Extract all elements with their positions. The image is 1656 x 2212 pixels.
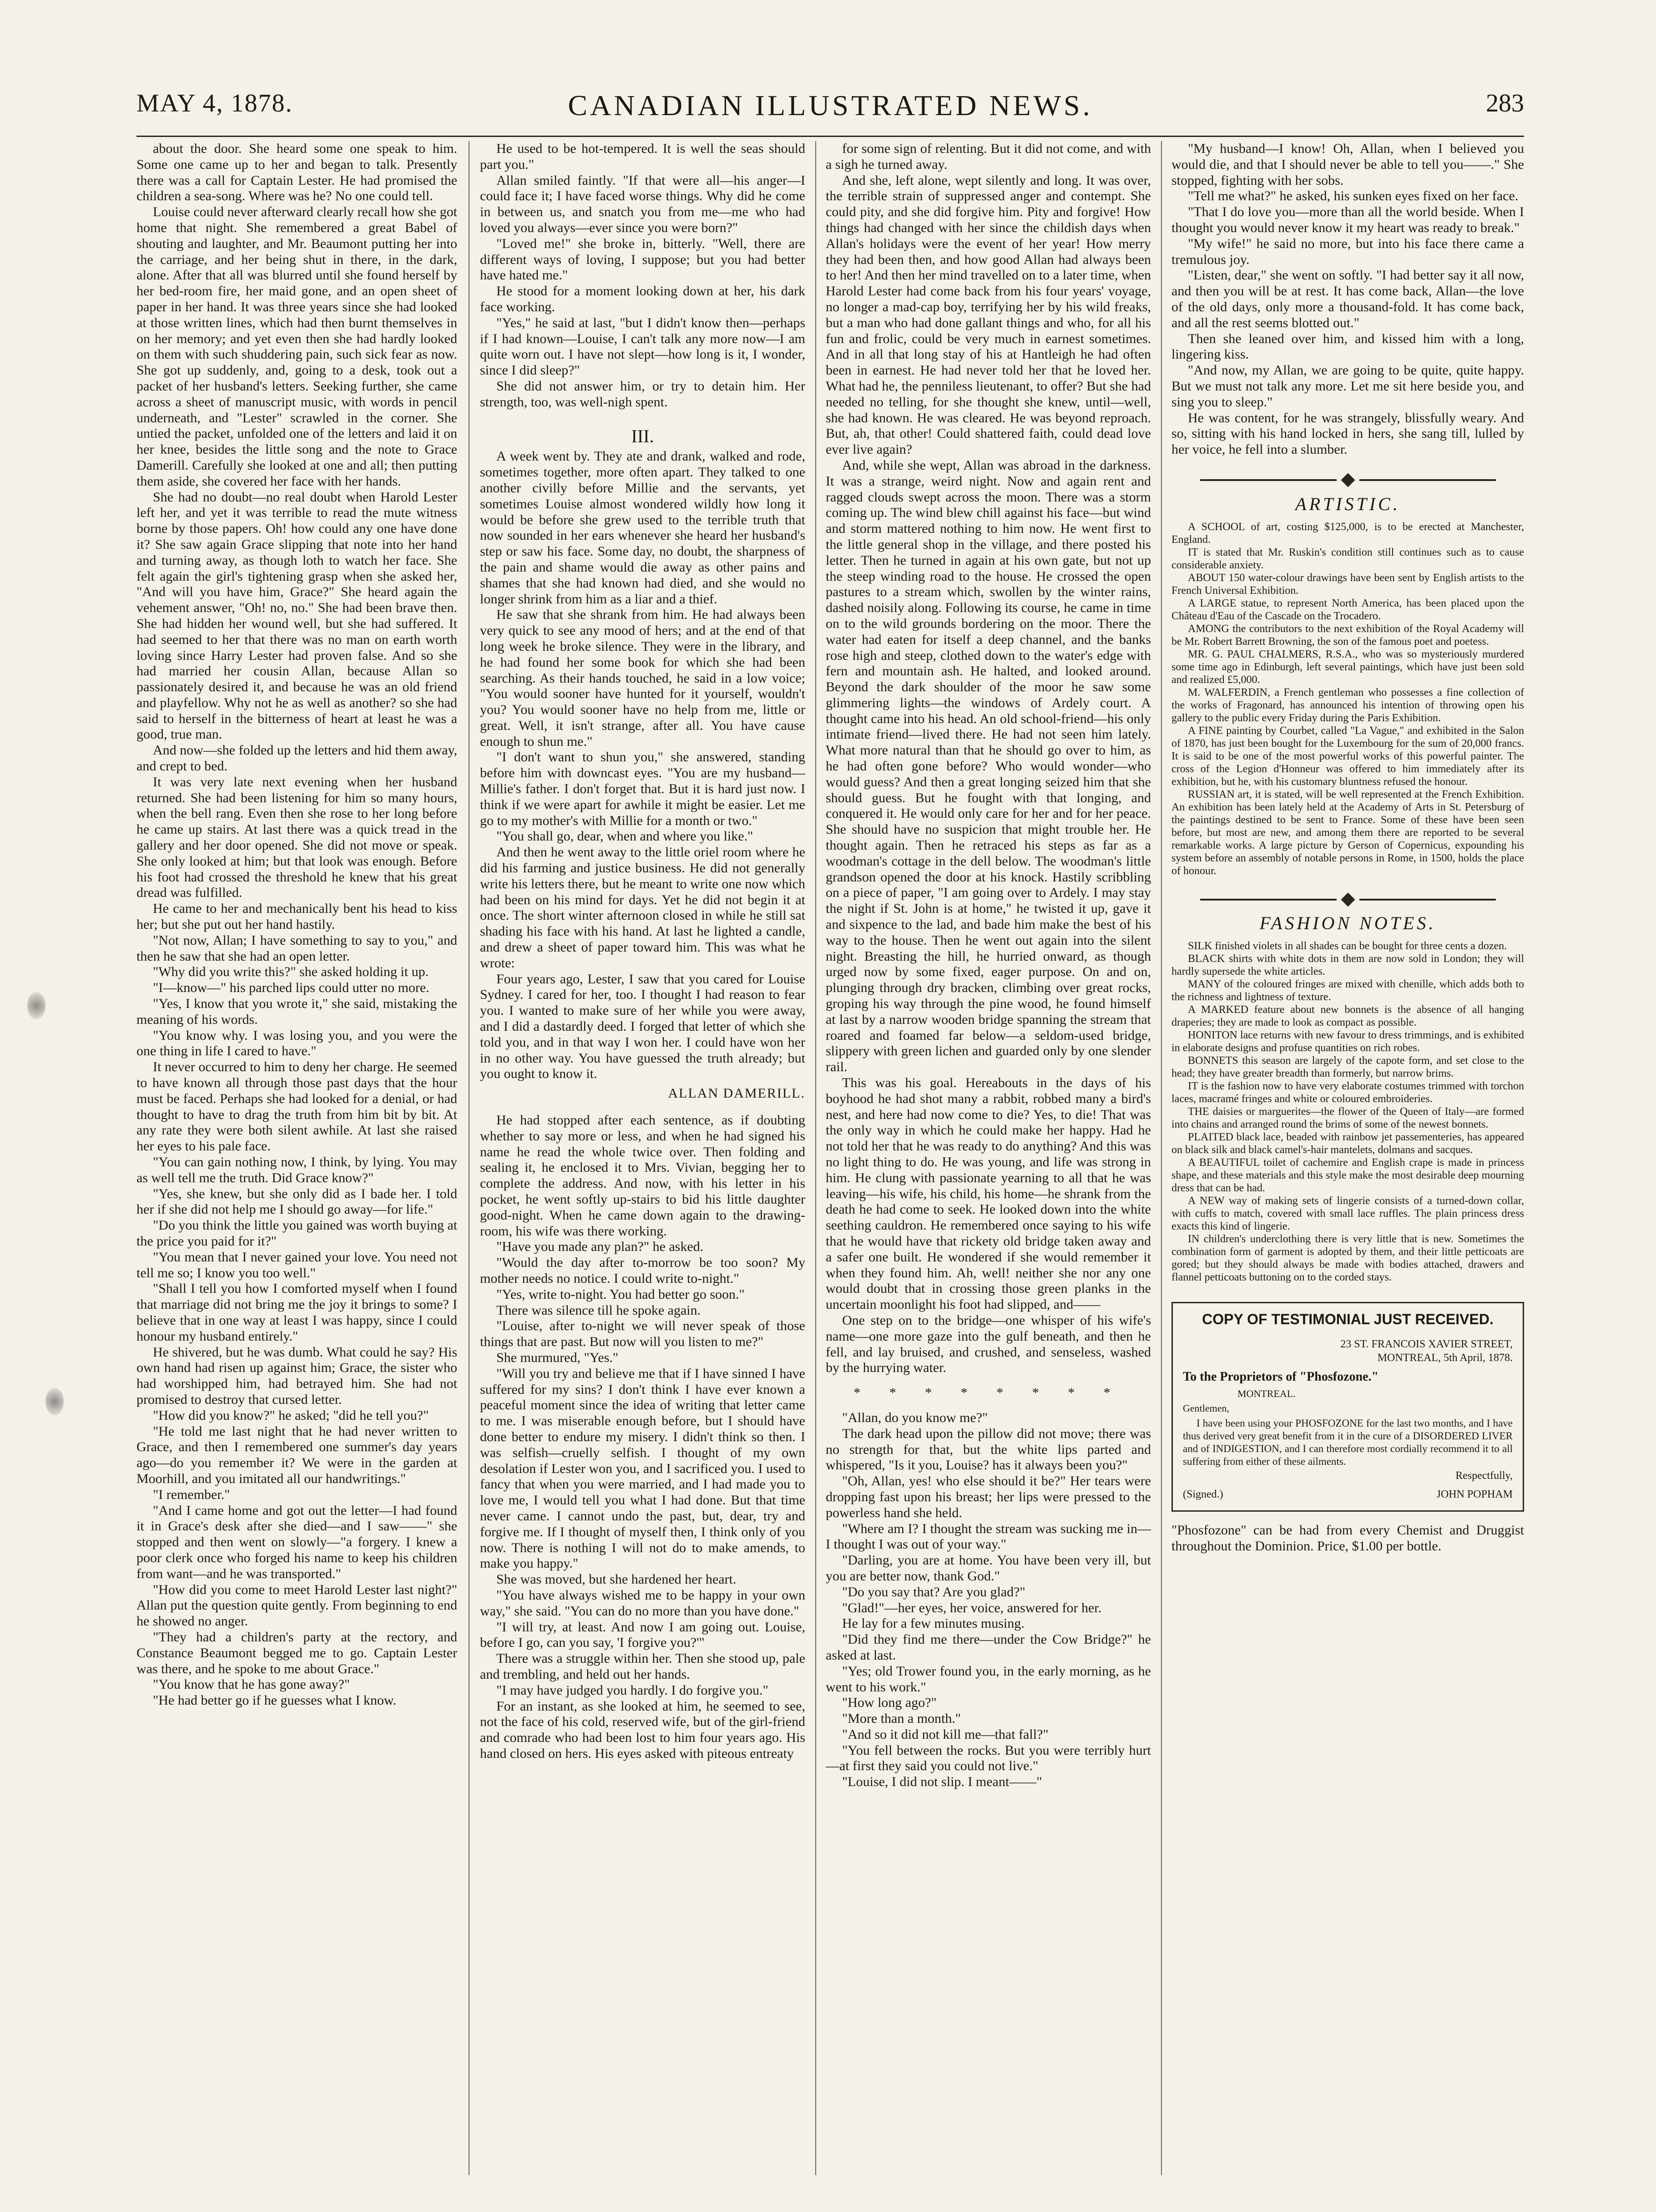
advert-recipient: To the Proprietors of "Phosfozone." bbox=[1183, 1369, 1379, 1384]
paragraph: "I may have judged you hardly. I do forgive you." bbox=[496, 1682, 768, 1698]
paragraph: ALLAN DAMERILL. bbox=[668, 1086, 805, 1101]
paragraph: "He had better go if he guesses what I know. bbox=[153, 1693, 397, 1708]
masthead bbox=[136, 80, 1524, 134]
columns-area bbox=[136, 141, 1524, 2175]
paragraph: She murmured, "Yes." bbox=[496, 1350, 619, 1365]
artistic-note: M. WALFERDIN, a French gentleman who possesses a fine collection of the works of Fragonard, has announced his intention of throwing open his gallery to the public every Friday during the Paris Exhibition. bbox=[1171, 686, 1524, 724]
paragraph: "Oh, Allan, yes! who else should it be?" Her tears were dropping fast upon his breast; her lips were pressed to the powerless hand she held. bbox=[826, 1473, 1151, 1520]
paragraph: "That I do love you—more than all the world beside. When I thought you would never know it my heart was ready to break." bbox=[1171, 204, 1524, 235]
paragraph: about the door. She heard some one speak to him. Some one came up to her and began to talk. Presently there was a call for Captain Lester. He had promised the children a sea-song. Where was he? No one could tell. bbox=[136, 141, 457, 204]
paragraph: for some sign of relenting. But it did not come, and with a sigh he turned away. bbox=[826, 141, 1151, 172]
paragraph: He had stopped after each sentence, as if doubting whether to say more or less, and when he had signed his name he read the whole twice over. Then folding and sealing it, he enclosed it to Mrs. Vivian, begging her to complete the address. And now, with his letter in his pocket, he went softly up-stairs to bid his little daughter good-night. When he came down again to the drawing-room, his wife was there working. bbox=[480, 1113, 805, 1239]
artistic-notes bbox=[1171, 521, 1524, 877]
artistic-note: RUSSIAN art, it is stated, will be well represented at the French Exhibition. An exhibition has been lately held at the Academy of Arts in St. Petersburg of the paintings destined to be sent to France. Some of these have been seen before, but most are new, and among them there are reported to be several remarkable works. A large picture by Gerson of Copernicus, expounding his system before an assembly of notable persons in Rome, in 1500, holds the place of honour. bbox=[1171, 788, 1524, 877]
advert-closing: Respectfully, bbox=[1455, 1469, 1513, 1482]
paragraph: "Darling, you are at home. You have been very ill, but you are better now, thank God." bbox=[826, 1553, 1151, 1584]
paragraph: Allan smiled faintly. "If that were all—his anger—I could face it; I have faced worse things. Why did he come in between us, and snatch you from me—me who had loved you always—ever since you were born?" bbox=[480, 172, 805, 235]
column-divider bbox=[815, 141, 816, 2175]
paragraph: "Yes, I know that you wrote it," she said, mistaking the meaning of his words. bbox=[136, 996, 457, 1027]
paragraph: "You know why. I was losing you, and you were the one thing in life I cared to have." bbox=[136, 1028, 457, 1059]
paragraph: There was silence till he spoke again. bbox=[496, 1302, 701, 1318]
artistic-note: ABOUT 150 water-colour drawings have been sent by English artists to the French Universal Exhibition. bbox=[1171, 572, 1524, 597]
paragraph: "Would the day after to-morrow be too soon? My mother needs no notice. I could write to-night." bbox=[480, 1255, 805, 1286]
advert-signature: JOHN POPHAM bbox=[1436, 1488, 1513, 1500]
newspaper-title: CANADIAN ILLUSTRATED NEWS. bbox=[568, 89, 1093, 121]
fashion-note: SILK finished violets in all shades can be bought for three cents a dozen. bbox=[1188, 940, 1507, 952]
artistic-note: A FINE painting by Courbet, called "La Vague," and exhibited in the Salon of 1870, has just been bought for the Luxembourg for the sum of 20,000 francs. It is said to be one of the most powerful works of this powerful painter. The cross of the Legion d'Honneur was offered to him immediately after its exhibition, but he, with his customary bluntness refused the honour. bbox=[1171, 724, 1524, 788]
artistic-note: A LARGE statue, to represent North America, has been placed upon the Château d'Eau of the Cascade on the Trocadero. bbox=[1171, 597, 1524, 622]
ornamental-rule bbox=[1171, 471, 1524, 487]
paragraph: "Loved me!" she broke in, bitterly. "Well, there are different ways of loving, I suppose; but you had better have hated me." bbox=[480, 236, 805, 283]
paragraph: "Louise, after to-night we will never speak of those things that are past. But now will you listen to me?" bbox=[480, 1318, 805, 1350]
page-number: 283 bbox=[1486, 89, 1524, 117]
advert-address: 23 ST. FRANCOIS XAVIER STREET, bbox=[1340, 1338, 1513, 1350]
artistic-heading: ARTISTIC. bbox=[1295, 493, 1400, 514]
fashion-note: PLAITED black lace, beaded with rainbow jet passementeries, has appeared on black silk and black camel's-hair mantelets, dolmans and sacques. bbox=[1171, 1131, 1524, 1156]
column-2 bbox=[480, 141, 805, 2175]
paragraph: It never occurred to him to deny her charge. He seemed to have known all through those past days that the hour must be faced. Perhaps she had looked for a denial, or had thought to have to drag the truth from him bit by bit. At any rate they were both silent awhile. At last she raised her eyes to his pale face. bbox=[136, 1059, 457, 1154]
ink-smudge bbox=[45, 1388, 64, 1415]
paragraph: And she, left alone, wept silently and long. It was over, the terrible strain of suppressed anger and contempt. She could pity, and she did forgive him. Pity and forgive! How things had changed with her since the childish days when Allan's holidays were the event of her year! How merry they had been then, and how good Allan had always been to her! And then her mind travelled on to a later time, when Harold Lester had come back from his four years' voyage, no longer a mad-cap boy, terrifying her by his wild freaks, but a man who had done gallant things and who, for all his fun and frolic, could be very much in earnest sometimes. And in all that long stay of his at Hantleigh he had often been in earnest. He had never told her that he loved her. What had he, the penniless lieutenant, to offer? But she had needed no telling, for she thought she knew, until—well, she had known. He was cleared. He was beyond reproach. But, ah, that other! Could shattered faith, could dead love ever live again? bbox=[826, 172, 1151, 457]
paragraph: He saw that she shrank from him. He had always been very quick to see any mood of hers; and at the end of that long week he broke silence. They were in the library, and he had found her some book for which she had been searching. As their hands touched, he said in a low voice; "You would sooner have hunted for it yourself, wouldn't you? You would sooner have no help from me, little or great. Well, it isn't strange, after all. You have cause enough to shun me." bbox=[480, 607, 805, 749]
fashion-note: IN children's underclothing there is very little that is new. Sometimes the combination form of garment is adopted by them, and their little petticoats are gored; but they should always be made with bodies attached, drawers and flannel petticoats buttoning on to the corded stays. bbox=[1171, 1233, 1524, 1284]
paragraph: "You mean that I never gained your love. You need not tell me so; I know you too well." bbox=[136, 1249, 457, 1281]
paragraph: "You can gain nothing now, I think, by lying. You may as well tell me the truth. Did Grace know?" bbox=[136, 1154, 457, 1185]
paragraph: There was a struggle within her. Then she stood up, pale and trembling, and held out her hands. bbox=[480, 1651, 805, 1682]
paragraph: "How did you come to meet Harold Lester last night?" Allan put the question quite gently. From beginning to end he showed no anger. bbox=[136, 1582, 457, 1629]
paragraph: "Have you made any plan?" he asked. bbox=[496, 1239, 704, 1255]
paragraph: Louise could never afterward clearly recall how she got home that night. She remembered a great Babel of shouting and laughter, and Mr. Beaumont putting her into the carriage, and her being shut in there, in the dark, alone. After that all was blurred until she found herself by her bed-room fire, her maid gone, and an open sheet of paper in her hand. It was three years since she had looked at those written lines, which had then burnt themselves in on her memory; and yet even then she had hardly looked on them with such shuddering pain, such sick fear as now. She got up suddenly, and, going to a desk, took out a packet of her husband's letters. Seeking further, she came across a sheet of manuscript music, with words in pencil underneath, and "Lester" scrawled in the corner. She untied the packet, unfolded one of the letters and laid it on her knee, besides the little song and the note to Grace Damerill. Carefully she looked at one and all; then putting them aside, she covered her face with her hands. bbox=[136, 204, 457, 489]
paragraph: "He told me last night that he had never written to Grace, and then I remembered one summer's day years ago—do you remember it? We were in the garden at Moorhill, and you imitated all our handwritings." bbox=[136, 1423, 457, 1486]
paragraph: It was very late next evening when her husband returned. She had been listening for him so many hours, when the bell rang. Even then she rose to her long before he came up stairs. At last there was a quick tread in the gallery and her door opened. She did not move or speak. She only looked at him; but that look was enough. Before his foot had crossed the threshold he knew that his great dread was fulfilled. bbox=[136, 774, 457, 901]
paragraph: "You know that he has gone away?" bbox=[153, 1677, 350, 1692]
paragraph: * * * * * * * * bbox=[853, 1385, 1123, 1401]
column-divider bbox=[1161, 141, 1162, 2175]
fashion-note: IT is the fashion now to have very elaborate costumes trimmed with torchon laces, macramé fringes and white or coloured embroideries. bbox=[1171, 1080, 1524, 1105]
paragraph: "Allan, do you know me?" bbox=[842, 1410, 988, 1425]
paragraph: She was moved, but she hardened her heart. bbox=[496, 1572, 737, 1587]
paragraph: "My husband—I know! Oh, Allan, when I believed you would die, and that I should never be able to tell you——." She stopped, fighting with her sobs. bbox=[1171, 141, 1524, 188]
paragraph: He shivered, but he was dumb. What could he say? His own hand had risen up against him; Grace, the sister who had worshipped him, had betrayed him. She had not promised to destroy that cursed letter. bbox=[136, 1344, 457, 1407]
paragraph: He came to her and mechanically bent his head to kiss her; but she put out her hand hastily. bbox=[136, 901, 457, 932]
paragraph: For an instant, as she looked at him, he seemed to see, not the face of his cold, reserved wife, but of the girl-friend and comrade who had been lost to him four years ago. His hand closed on hers. His eyes asked with piteous entreaty bbox=[480, 1698, 805, 1761]
ornamental-rule bbox=[1171, 891, 1524, 907]
advert-dateline: MONTREAL, 5th April, 1878. bbox=[1377, 1351, 1513, 1364]
fashion-heading: FASHION NOTES. bbox=[1259, 913, 1436, 934]
fashion-note: A NEW way of making sets of lingerie consists of a turned-down collar, with cuffs to match, covered with small lace ruffles. The plain princess dress exacts this kind of lingerie. bbox=[1171, 1195, 1524, 1233]
paragraph: A week went by. They ate and drank, walked and rode, sometimes together, more often apart. They talked to one another civilly before Millie and the servants, yet sometimes Louise almost wondered wildly how long it would be before she grew used to the terrible truth that now sounded in her ears whenever she heard her husband's step or saw his face. Some day, no doubt, the sharpness of the pain and shame would die away as other pains and shames that she had known had died, and she would no longer shrink from him as a liar and a thief. bbox=[480, 449, 805, 607]
phosfozone-advertisement bbox=[1171, 1302, 1524, 1512]
paragraph: "Did they find me there—under the Cow Bridge?" he asked at last. bbox=[826, 1632, 1151, 1663]
paragraph: "I will try, at least. And now I am going out. Louise, before I go, can you say, 'I forgive you?'" bbox=[480, 1619, 805, 1650]
paragraph: "My wife!" he said no more, but into his face there came a tremulous joy. bbox=[1171, 236, 1524, 267]
paragraph: "Yes, write to-night. You had better go soon." bbox=[496, 1286, 745, 1302]
paragraph: "You shall go, dear, when and where you like." bbox=[496, 829, 753, 844]
paragraph: He used to be hot-tempered. It is well the seas should part you." bbox=[480, 141, 805, 172]
masthead-rule bbox=[136, 136, 1524, 137]
paragraph: "You fell between the rocks. But you were terribly hurt—at first they said you could not live." bbox=[826, 1742, 1151, 1774]
paragraph: "And I came home and got out the letter—I had found it in Grace's desk after she died—and I saw——" she stopped and then went on slowly—"a forgery. I knew a poor clerk once who forged his name to keep his children from want—and he was transported." bbox=[136, 1503, 457, 1581]
paragraph: He lay for a few minutes musing. bbox=[842, 1616, 1025, 1631]
paragraph: "I don't want to shun you," she answered, standing before him with downcast eyes. "You are my husband—Millie's father. I don't forget that. But it is hard just now. I think if we were apart for awhile it might be easier. Let me go to my mother's with Millie for a month or two." bbox=[480, 749, 805, 828]
paragraph: "How long ago?" bbox=[842, 1695, 937, 1711]
issue-date: MAY 4, 1878. bbox=[136, 89, 293, 117]
paragraph: "Do you say that? Are you glad?" bbox=[842, 1584, 1025, 1600]
paragraph: "And now, my Allan, we are going to be quite, quite happy. But we must not talk any more. Let me sit here beside you, and sing you to sleep." bbox=[1171, 363, 1524, 410]
paragraph: One step on to the bridge—one whisper of his wife's name—one more gaze into the gulf beneath, and then he fell, and lay bruised, and crushed, and senseless, washed by the hurrying water. bbox=[826, 1312, 1151, 1376]
paragraph: She had no doubt—no real doubt when Harold Lester left her, and yet it was terrible to read the mute witness borne by those papers. Oh! how could any one have done it? She saw again Grace slipping that note into her hand and turning away, as though loth to watch her face. She felt again the girl's tightening grasp when she asked her, "And will you have him, Grace?" She heard again the vehement answer, "Oh! no, no." She had been brave then. She had hidden her wound well, but she had suffered. It had seemed to her that there was no man on earth worth loving since Harry Lester had proven false. And so she had married her cousin Allan, because Allan so passionately desired it, and because he was an old friend and playfellow. Why not he as well as another? so she had said to herself in the bitterness of heart at least he was a good, true man. bbox=[136, 489, 457, 742]
advert-city: MONTREAL. bbox=[1237, 1387, 1296, 1399]
paragraph: "Yes, she knew, but she only did as I bade her. I told her if she did not help me I should go away—for life." bbox=[136, 1186, 457, 1217]
artistic-note: A SCHOOL of art, costing $125,000, is to be erected at Manchester, England. bbox=[1171, 521, 1524, 546]
paragraph: "Yes; old Trower found you, in the early morning, as he went to his work." bbox=[826, 1663, 1151, 1695]
paragraph: The dark head upon the pillow did not move; there was no strength for that, but the white lips parted and whispered, "Is it you, Louise? has it always been you?" bbox=[826, 1426, 1151, 1473]
story-conclusion bbox=[1171, 141, 1524, 458]
paragraph: III. bbox=[631, 425, 654, 446]
paragraph: This was his goal. Hereabouts in the days of his boyhood he had shot many a rabbit, robbed many a bird's nest, and here had now come to die? Yes, to die! That was the only way in which he could make her happy. Had he not told her that he was ready to do anything? And this was no light thing to do. He was young, and life was strong in him. He clung with passionate yearning to all that he was leaving—his wife, his child, his home—he shrank from the death he had come to seek. He looked down into the white seething cauldron. He remembered once saying to his wife that he would have that rickety old bridge taken away and a safer one built. He wondered if she would remember it when they found him. Ah, well! neither she nor any one would doubt that in crossing those green planks in the uncertain moonlight his foot had slipped, and—— bbox=[826, 1075, 1151, 1312]
paragraph: She did not answer him, or try to detain him. Her strength, too, was well-nigh spent. bbox=[480, 378, 805, 410]
advert-signed: (Signed.) bbox=[1183, 1488, 1223, 1500]
paragraph: "How did you know?" he asked; "did he tell you?" bbox=[153, 1407, 429, 1423]
fashion-note: HONITON lace returns with new favour to dress trimmings, and is exhibited in elaborate designs and profuse quantities on rich robes. bbox=[1171, 1029, 1524, 1054]
column-4 bbox=[1171, 141, 1524, 2175]
paragraph: He stood for a moment looking down at her, his dark face working. bbox=[480, 283, 805, 314]
paragraph: "Louise, I did not slip. I meant——" bbox=[842, 1774, 1042, 1790]
paragraph: Four years ago, Lester, I saw that you cared for Louise Sydney. I cared for her, too. I thought I had reason to fear you. I wanted to make sure of her while you were away, and I did a dastardly deed. I forged that letter of which she told you, and in that way I won her. I could have won her in no other way. You have guessed the truth already; but you ought to know it. bbox=[480, 971, 805, 1082]
paragraph: And, while she wept, Allan was abroad in the darkness. It was a strange, weird night. Now and again rent and ragged clouds swept across the moon. There was a storm coming up. The wind blew chill against his face—but wind and storm mattered nothing to him now. He went first to the little general shop in the village, and there posted his letter. Then he turned in again at his own gate, but not up the steep winding road to the house. He crossed the open pastures to a stream which, swollen by the winter rains, dashed noisily along. Following its course, he came in time on to the wild grounds bordering on the moor. There the water had eaten for itself a deep channel, and the banks rose high and steep, clothed down to the water's edge with fern and mountain ash. He halted, and looked around. Beyond the dark shoulder of the moor he saw some glimmering lights—the windows of Ardely court. A thought came into his head. An old school-friend—his only intimate friend—lived there. He had not seen him lately. What more natural than that he should go over to him, as he had often gone before? Who would wonder—who would guess? And then a great longing seized him that she should guess. But he fought with that longing, and conquered it. He would only care for her and for her peace. She should have no suspicion that might trouble her. He thought again. Then he retraced his steps as far as a woodman's cottage in the dell below. The woodman's little grandson opened the door at his knock. Hastily scribbling on a piece of paper, "I am going over to Ardely. I may stay the night if St. John is at home," he twisted it up, gave it and sixpence to the lad, and bade him make the best of his way to the house. Then he went out again into the silent night. Breasting the hill, he hurried onward, as though urged now by some fixed, eager purpose. On and on, plunging through dry bracken, climbing over great rocks, groping his way through the pine wood, he found himself at last by a narrow wooden bridge spanning the stream that roared and foamed far below—a seldom-used bridge, slippery with green lichen and guarded only by one slender rail. bbox=[826, 457, 1151, 1075]
paragraph: "And so it did not kill me—that fall?" bbox=[842, 1726, 1049, 1742]
paragraph: "Shall I tell you how I comforted myself when I found that marriage did not bring me the joy it brings to some? I believe that in one way at least I was happy, since I could honour my husband entirely." bbox=[136, 1281, 457, 1344]
fashion-note: MANY of the coloured fringes are mixed with chenille, which adds both to the richness and lightness of texture. bbox=[1171, 978, 1524, 1003]
paragraph: And then he went away to the little oriel room where he did his farming and justice business. He did not generally write his letters there, but he meant to write one now which had been on his mind for days. Yet he did not begin it at once. The short winter afternoon closed in while he still sat shading his face with his hand. At last he lighted a candle, and drew a sheet of paper toward him. This was what he wrote: bbox=[480, 845, 805, 971]
paragraph: "Listen, dear," she went on softly. "I had better say it all now, and then you will be at rest. It has come back, Allan—the love of the old days, only more a thousand-fold. It has come back, and all the rest seems blotted out." bbox=[1171, 268, 1524, 330]
paragraph: "Not now, Allan; I have something to say to you," and then he saw that she had an open letter. bbox=[136, 932, 457, 964]
paragraph: "Yes," he said at last, "but I didn't know then—perhaps if I had known—Louise, I can't talk any more now—I am quite worn out. I have not slept—how long is it, I wonder, since I did sleep?" bbox=[480, 315, 805, 378]
advert-heading: COPY OF TESTIMONIAL JUST RECEIVED. bbox=[1202, 1311, 1494, 1328]
column-divider bbox=[469, 141, 470, 2175]
fashion-notes bbox=[1171, 940, 1524, 1284]
paragraph: "Where am I? I thought the stream was sucking me in—I thought I was out of your way." bbox=[826, 1521, 1151, 1552]
fashion-note: BLACK shirts with white dots in them are now sold in London; they will hardly supersede the white articles. bbox=[1171, 953, 1524, 978]
paragraph: "They had a children's party at the rectory, and Constance Beaumont begged me to go. Captain Lester was there, and he spoke to me about Grace." bbox=[136, 1629, 457, 1676]
paragraph: He was content, for he was strangely, blissfully weary. And so, sitting with his hand locked in hers, she sang till, lulled by her voice, he fell into a slumber. bbox=[1171, 410, 1524, 457]
paragraph: "Do you think the little you gained was worth buying at the price you paid for it?" bbox=[136, 1218, 457, 1249]
paragraph: "I remember." bbox=[153, 1487, 230, 1502]
paragraph: "Why did you write this?" she asked holding it up. bbox=[153, 964, 429, 980]
advert-salutation: Gentlemen, bbox=[1183, 1402, 1230, 1414]
fashion-note: A MARKED feature about new bonnets is the absence of all hanging draperies; they are made to look as compact as possible. bbox=[1171, 1004, 1524, 1029]
paragraph: "More than a month." bbox=[842, 1711, 961, 1726]
paragraph: Then she leaned over him, and kissed him with a long, lingering kiss. bbox=[1171, 331, 1524, 362]
artistic-note: IT is stated that Mr. Ruskin's condition still continues such as to cause considerable anxiety. bbox=[1171, 546, 1524, 571]
advert-signature-line bbox=[1183, 1487, 1513, 1503]
artistic-note: MR. G. PAUL CHALMERS, R.S.A., who was so mysteriously murdered some time ago in Edinburgh, left several paintings, which have just been sold and realized £5,000. bbox=[1171, 648, 1524, 686]
paragraph: "Tell me what?" he asked, his sunken eyes fixed on her face. bbox=[1188, 188, 1519, 204]
fashion-note: THE daisies or marguerites—the flower of the Queen of Italy—are formed into chains and arranged round the brims of some of the newest bonnets. bbox=[1171, 1106, 1524, 1131]
fashion-note: BONNETS this season are largely of the capote form, and set close to the head; they have greater breadth than formerly, but narrow brims. bbox=[1171, 1055, 1524, 1080]
ink-smudge bbox=[27, 992, 45, 1019]
artistic-note: AMONG the contributors to the next exhibition of the Royal Academy will be Mr. Robert Barrett Browning, the son of the famous poet and poetess. bbox=[1171, 623, 1524, 648]
advert-body: I have been using your PHOSFOZONE for the last two months, and I have thus derived very great benefit from it in the cure of a DISORDERED LIVER and of INDIGESTION, and I can therefore most cordially recommend it to all suffering from either of these ailments. bbox=[1183, 1417, 1513, 1467]
advert-footer: "Phosfozone" can be had from every Chemist and Druggist throughout the Dominion. Price, $1.00 per bottle. bbox=[1171, 1523, 1524, 1554]
fashion-note: A BEAUTIFUL toilet of cachemire and English crape is made in princess shape, and these materials and this style make the most desirable deep mourning dress that can be had. bbox=[1171, 1157, 1524, 1195]
column-3 bbox=[826, 141, 1151, 2175]
column-1 bbox=[136, 141, 457, 2175]
paragraph: And now—she folded up the letters and hid them away, and crept to bed. bbox=[136, 743, 457, 774]
paragraph: "I—know—" his parched lips could utter no more. bbox=[153, 980, 429, 996]
paragraph: "Glad!"—her eyes, her voice, answered for her. bbox=[842, 1600, 1102, 1615]
paragraph: "Will you try and believe me that if I have sinned I have suffered for my sins? I don't think I have ever known a peaceful moment since the idea of writing that letter came to me. I was miserable enough before, but I should have done better to endure my misery. I didn't think so then. I was selfish—cruelly selfish. I thought of my own desolation if Lester won you, and I sacrificed you. I used to fancy that when you were married, and I had made you to love me, I would tell you what I had done. But that time never came. I cannot undo the past, but, dear, try and forgive me. If I thought of myself then, I think only of you now. There is nothing I will not do to make amends, to make you happy." bbox=[480, 1366, 805, 1571]
paragraph: "You have always wished me to be happy in your own way," she said. "You can do no more than you have done." bbox=[480, 1587, 805, 1619]
